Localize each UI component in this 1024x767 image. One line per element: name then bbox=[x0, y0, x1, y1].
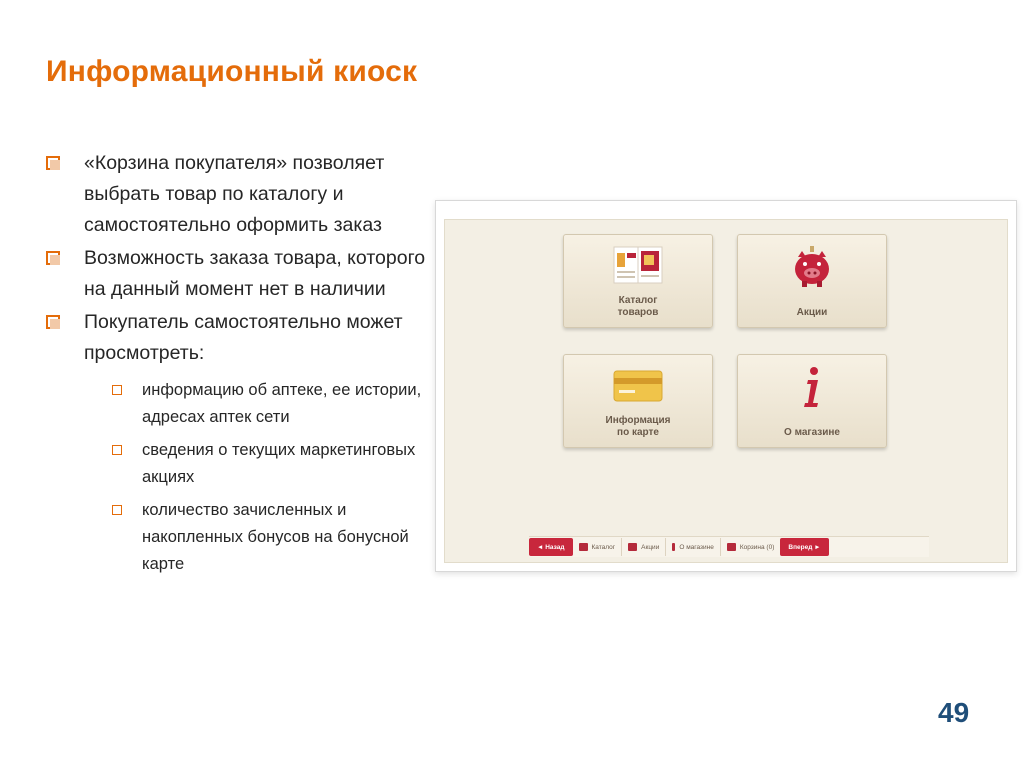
folder-icon bbox=[579, 543, 588, 551]
tile-label: О магазине bbox=[784, 427, 840, 438]
bullet-item bbox=[46, 243, 426, 305]
bullet-text: Возможность заказа товара, которого на данный момент нет в наличии bbox=[84, 247, 426, 300]
nav-cart[interactable] bbox=[720, 538, 781, 556]
tile-catalog[interactable] bbox=[563, 234, 713, 328]
back-button[interactable]: ◄ Назад bbox=[529, 538, 573, 556]
cart-icon bbox=[727, 543, 736, 551]
checkbox-bullet-icon bbox=[112, 445, 122, 455]
nav-label: Каталог bbox=[591, 543, 616, 551]
tile-promo[interactable] bbox=[737, 234, 887, 328]
checkbox-bullet-icon bbox=[112, 505, 122, 515]
checkbox-bullet-icon bbox=[112, 385, 122, 395]
nav-catalog[interactable] bbox=[573, 538, 622, 556]
tile-about[interactable] bbox=[737, 354, 887, 448]
sub-bullet-list bbox=[112, 377, 426, 578]
sub-bullet-text: количество зачисленных и накопленных бонусов на бонусной карте bbox=[142, 501, 409, 573]
bonus-card-icon bbox=[608, 365, 668, 409]
forward-button[interactable]: Вперед ► bbox=[780, 538, 828, 556]
kiosk-screen bbox=[444, 219, 1008, 563]
bullet-item bbox=[46, 307, 426, 578]
nav-label: Корзина (0) bbox=[739, 543, 775, 551]
tile-label: Информация по карте bbox=[605, 415, 671, 438]
info-icon bbox=[672, 543, 675, 551]
sub-bullet-text: сведения о текущих маркетинговых акциях bbox=[142, 441, 416, 486]
sub-bullet-item bbox=[112, 437, 426, 491]
tile-card-info[interactable] bbox=[563, 354, 713, 448]
catalog-book-icon bbox=[608, 245, 668, 289]
nav-about[interactable] bbox=[665, 538, 720, 556]
info-icon bbox=[782, 365, 842, 409]
nav-label: О магазине bbox=[679, 543, 714, 551]
kiosk-screenshot bbox=[435, 200, 1017, 572]
sub-bullet-text: информацию об аптеке, ее истории, адресах аптек сети bbox=[142, 381, 422, 426]
nav-label: Акции bbox=[641, 543, 660, 551]
piggy-bank-icon bbox=[782, 245, 842, 289]
bullet-text: «Корзина покупателя» позволяет выбрать товар по каталогу и самостоятельно оформить заказ bbox=[84, 152, 385, 236]
checkbox-bullet-icon bbox=[46, 251, 60, 265]
slide-title: Информационный киоск bbox=[46, 55, 418, 88]
tile-label: Каталог товаров bbox=[617, 295, 659, 318]
kiosk-nav-bar bbox=[529, 536, 929, 557]
sub-bullet-item bbox=[112, 497, 426, 578]
bullet-text: Покупатель самостоятельно может просмотреть: bbox=[84, 311, 403, 364]
nav-promo[interactable] bbox=[621, 538, 665, 556]
piggy-bank-icon bbox=[628, 543, 637, 551]
bullet-item bbox=[46, 148, 426, 241]
checkbox-bullet-icon bbox=[46, 156, 60, 170]
page-number: 49 bbox=[938, 697, 970, 728]
sub-bullet-item bbox=[112, 377, 426, 431]
tile-label: Акции bbox=[796, 307, 828, 318]
checkbox-bullet-icon bbox=[46, 315, 60, 329]
bullet-list bbox=[46, 148, 426, 584]
